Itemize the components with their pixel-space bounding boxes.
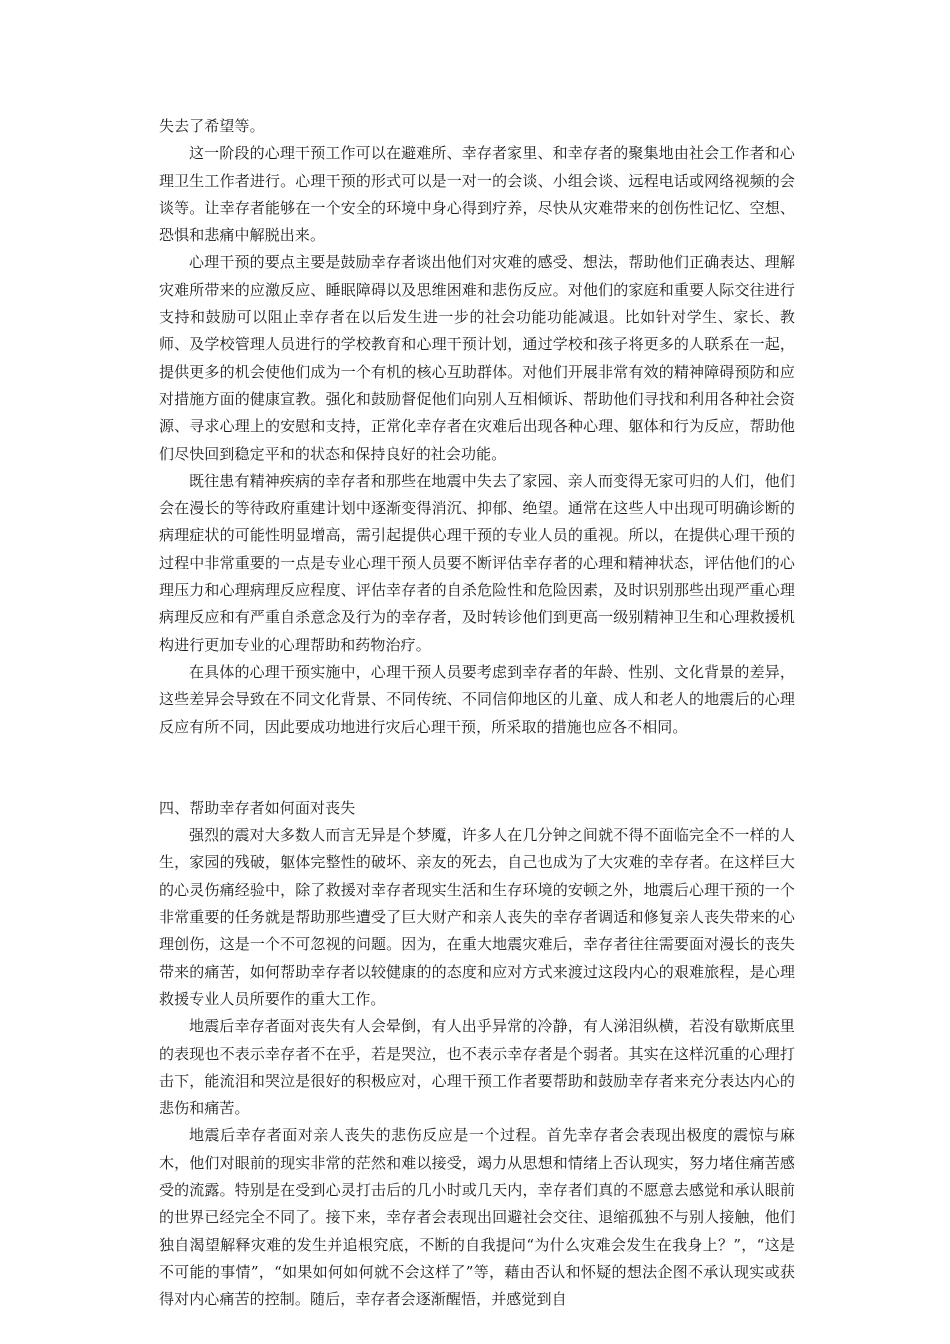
section-heading: 四、帮助幸存者如何面对丧失 (159, 798, 356, 817)
paragraph: 强烈的震对大多数人而言无异是个梦魇，许多人在几分钟之间就不得不面临完全不一样的人生，家园的残破，躯体完整性的破坏、亲友的死去，自己也成为了大灾难的幸存者。在这样巨大的心灵伤痛经验中，除了救援对幸存者现实生活和生存环境的安顿之外，地震后心理干预的一个非常重要的任务就是帮助那些遭受了巨大财产和亲人丧失的幸存者调适和修复亲人丧失带来的心理创伤，这是一个不可忽视的问题。因为，在重大地震灾难后，幸存者往往需要面对漫长的丧失带来的痛苦，如何帮助幸存者以较健康的的态度和应对方式来渡过这段内心的艰难旅程，是心理救援专业人员所要作的重大工作。 (159, 826, 795, 1008)
paragraph: 失去了希望等。 (159, 117, 265, 135)
paragraph: 地震后幸存者面对丧失有人会晕倒，有人出乎异常的冷静，有人涕泪纵横，若没有歇斯底里的表现也不表示幸存者不在乎，若是哭泣，也不表示幸存者是个弱者。其实在这样沉重的心理打击下，能流泪和哭泣是很好的积极应对，心理干预工作者要帮助和鼓励幸存者来充分表达内心的悲伤和痛苦。 (159, 1017, 795, 1118)
paragraph: 地震后幸存者面对亲人丧失的悲伤反应是一个过程。首先幸存者会表现出极度的震惊与麻木，他们对眼前的现实非常的茫然和难以接受，竭力从思想和情绪上否认现实，努力堵住痛苦感受的流露。特别是在受到心灵打击后的几小时或几天内，幸存者们真的不愿意去感觉和承认眼前的世界已经完全不同了。接下来，幸存者会表现出回避社会交往、退缩孤独不与别人接触，他们独自渴望解释灾难的发生并追根究底，不断的自我提问“为什么灾难会发生在我身上？”，“这是不可能的事情”，“如果如何如何就不会这样了”等，藉由否认和怀疑的想法企图不承认现实或获得对内心痛苦的控制。随后，幸存者会逐渐醒悟，并感觉到自 (159, 1126, 795, 1309)
paragraph: 心理干预的要点主要是鼓励幸存者谈出他们对灾难的感受、想法，帮助他们正确表达、理解灾难所带来的应激反应、睡眠障碍以及思维困难和悲伤反应。对他们的家庭和重要人际交往进行支持和鼓励可以阻止幸存者在以后发生进一步的社会功能功能减退。比如针对学生、家长、教师、及学校管理人员进行的学校教育和心理干预计划，通过学校和孩子将更多的人联系在一起，提供更多的机会使他们成为一个有机的核心互助群体。对他们开展非常有效的精神障碍预防和应对措施方面的健康宣教。强化和鼓励督促他们向别人互相倾诉、帮助他们寻找和利用各种社会资源、寻求心理上的安慰和支持，正常化幸存者在灾难后出现各种心理、躯体和行为反应，帮助他们尽快回到稳定平和的状态和保持良好的社会功能。 (159, 253, 795, 463)
paragraph: 在具体的心理干预实施中，心理干预人员要考虑到幸存者的年龄、性别、文化背景的差异，这些差异会导致在不同文化背景、不同传统、不同信仰地区的儿童、成人和老人的地震后的心理反应有所不同，因此要成功地进行灾后心理干预，所采取的措施也应各不相同。 (159, 662, 795, 736)
paragraph: 这一阶段的心理干预工作可以在避难所、幸存者家里、和幸存者的聚集地由社会工作者和心理卫生工作者进行。心理干预的形式可以是一对一的会谈、小组会谈、远程电话或网络视频的会谈等。让幸存者能够在一个安全的环境中身心得到疗养，尽快从灾难带来的创伤性记忆、空想、恐惧和悲痛中解脱出来。 (159, 144, 795, 245)
paragraph: 既往患有精神疾病的幸存者和那些在地震中失去了家园、亲人而变得无家可归的人们，他们会在漫长的等待政府重建计划中逐渐变得消沉、抑郁、绝望。通常在这些人中出现可明确诊断的病理症状的可能性明显增高，需引起提供心理干预的专业人员的重视。所以，在提供心理干预的过程中非常重要的一点是专业心理干预人员要不断评估幸存者的心理和精神状态，评估他们的心理压力和心理病理反应程度、评估幸存者的自杀危险性和危险因素，及时识别那些出现严重心理病理反应和有严重自杀意念及行为的幸存者，及时转诊他们到更高一级别精神卫生和心理救援机构进行更加专业的心理帮助和药物治疗。 (159, 471, 795, 654)
document-body (159, 113, 795, 1313)
section-spacer (159, 741, 795, 795)
